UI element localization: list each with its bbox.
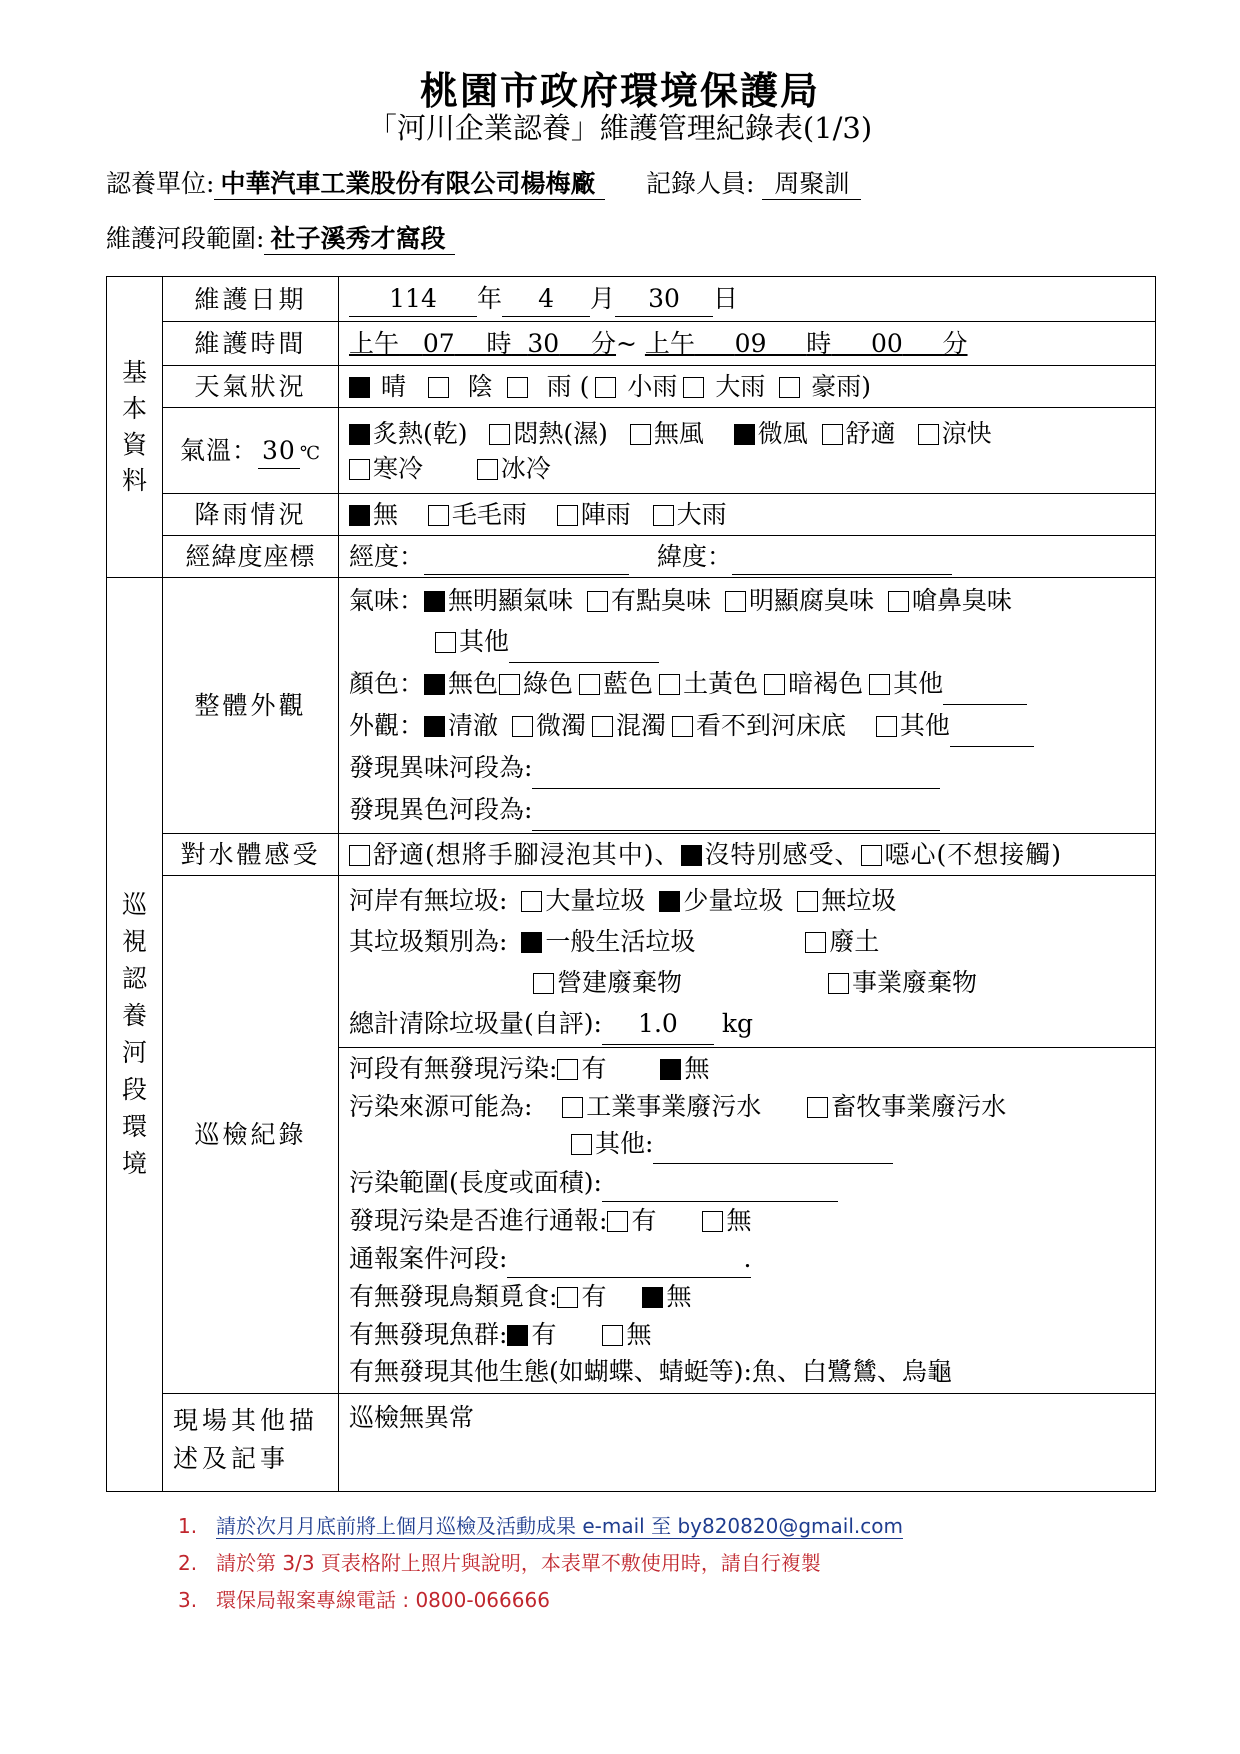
- checkbox-no-wind[interactable]: [630, 424, 651, 445]
- date-label: 維護日期: [163, 277, 339, 322]
- longitude-label: 經度：: [349, 541, 425, 571]
- page-title: 桃園市政府環境保護局: [419, 68, 820, 113]
- longitude-field[interactable]: [424, 539, 629, 575]
- recorder-row: [646, 164, 861, 200]
- coordinates-value: [339, 536, 1156, 578]
- checkbox-cold[interactable]: [349, 459, 370, 480]
- feel-temperature-options: 炙熱(乾) 悶熱(濕) 無風 微風 舒適 涼快 寒冷 冰冷: [339, 408, 1156, 494]
- day-unit: 日: [713, 284, 739, 313]
- checkbox-no-rain[interactable]: [349, 505, 370, 526]
- checkbox-comfortable[interactable]: [822, 424, 843, 445]
- month-unit: 月: [590, 284, 616, 313]
- checkbox-other-odor[interactable]: [435, 632, 456, 653]
- footnote-3: 3. 環保局報案專線電話 : 0800-066666: [178, 1588, 550, 1612]
- trash-amount-field[interactable]: 1.0: [602, 1003, 714, 1045]
- other-source-field[interactable]: [653, 1125, 893, 1164]
- pollution-range-field[interactable]: [602, 1164, 838, 1203]
- checkbox-little-trash[interactable]: [659, 891, 680, 912]
- rainfall-options: 無 毛毛雨 陣雨 大雨: [339, 494, 1156, 536]
- checkbox-soil[interactable]: [805, 932, 826, 953]
- checkbox-fish-yes[interactable]: [507, 1325, 528, 1346]
- time-label: 維護時間: [163, 322, 339, 366]
- adopter-value: 中華汽車工業股份有限公司楊梅廠: [214, 169, 605, 200]
- pollution-block: 河段有無發現污染: 有 無 污染來源可能為: 工業事業廢污水 畜牧事業廢污水 其他: 污染範圍(長度或面積): 發現污染是否進行通報: 有 無 通報案件河段: . 有無發現鳥類覓食: 有 無 有無發現魚群: 有 無 有無發現其他生態(如蝴蝶、蜻蜓等):魚、白鷺鷥、烏龜: [349, 1054, 1007, 1386]
- river-range-row: [106, 219, 455, 255]
- checkbox-turbid[interactable]: [592, 716, 613, 737]
- section-patrol: [107, 578, 163, 1492]
- checkbox-no-trash[interactable]: [797, 891, 818, 912]
- weather-options: 晴 陰 雨 ( 小雨 大雨 豪雨): [339, 366, 1156, 408]
- checkbox-freezing[interactable]: [477, 459, 498, 480]
- checkbox-no-riverbed[interactable]: [672, 716, 693, 737]
- checkbox-industrial-waste[interactable]: [828, 973, 849, 994]
- checkbox-pungent-odor[interactable]: [888, 591, 909, 612]
- temperature-label: 氣溫： 30 ℃: [163, 408, 339, 494]
- other-look-field[interactable]: [950, 705, 1034, 747]
- appearance-details: 氣味： 無明顯氣味 有點臭味 明顯腐臭味 嗆鼻臭味 其他 顏色： 無色 綠色 藍色 土黃色 暗褐色 其他 外觀： 清澈 微濁 混濁 看不到河床底 其他 發現異味河段為: 發現異色河段為:: [339, 578, 1156, 834]
- checkbox-fish-no[interactable]: [602, 1325, 623, 1346]
- odd-color-field[interactable]: [532, 789, 940, 831]
- checkbox-industrial-wastewater[interactable]: [562, 1097, 583, 1118]
- checkbox-sunny[interactable]: [349, 377, 370, 398]
- checkbox-pollution-yes[interactable]: [557, 1059, 578, 1080]
- other-notes-value[interactable]: 巡檢無異常: [339, 1393, 1156, 1491]
- section-basic-info: [107, 277, 163, 578]
- river-range-value: 社子溪秀才窩段: [264, 224, 455, 255]
- checkbox-clear[interactable]: [424, 716, 445, 737]
- rainfall-label: 降雨情況: [163, 494, 339, 536]
- checkbox-breeze[interactable]: [734, 424, 755, 445]
- date-value: [339, 277, 1156, 322]
- checkbox-household-trash[interactable]: [521, 932, 542, 953]
- time-value: [339, 322, 1156, 366]
- recorder-label: 記錄人員:: [646, 169, 755, 198]
- weather-label: 天氣狀況: [163, 366, 339, 408]
- checkbox-feel-comfortable[interactable]: [349, 845, 370, 866]
- day-field[interactable]: 30: [615, 281, 713, 317]
- checkbox-other-source[interactable]: [571, 1134, 592, 1155]
- checkbox-pollution-no[interactable]: [660, 1059, 681, 1080]
- checkbox-hot-dry[interactable]: [349, 424, 370, 445]
- recorder-value: 周聚訓: [762, 169, 861, 200]
- water-feeling-label: 對水體感受: [163, 834, 339, 876]
- odd-smell-field[interactable]: [532, 747, 940, 789]
- checkbox-light-rain[interactable]: [595, 377, 616, 398]
- checkbox-lots-trash[interactable]: [521, 891, 542, 912]
- checkbox-feel-disgust[interactable]: [861, 845, 882, 866]
- coordinates-label: 經緯度座標: [163, 536, 339, 578]
- latitude-field[interactable]: [732, 539, 952, 575]
- odd-color-label: 發現異色河段為:: [349, 795, 533, 824]
- checkbox-report-no[interactable]: [702, 1211, 723, 1232]
- checkbox-cool[interactable]: [918, 424, 939, 445]
- checkbox-rain[interactable]: [507, 377, 528, 398]
- trash-block: 河岸有無垃圾: 大量垃圾 少量垃圾 無垃圾 其垃圾類別為: 一般生活垃圾 廢土 營建廢棄物 事業廢棄物 總計清除垃圾量(自評): 1.0 kg: [339, 876, 1155, 1048]
- checkbox-feel-nothing[interactable]: [681, 845, 702, 866]
- section-basic-label: 基本資料: [121, 358, 147, 495]
- temperature-field[interactable]: 30: [258, 433, 300, 469]
- year-field[interactable]: 114: [349, 281, 477, 317]
- checkbox-heavy-rainfall[interactable]: [653, 505, 674, 526]
- time-start[interactable]: 上午 07 時 30 分: [349, 329, 617, 358]
- checkbox-birds-no[interactable]: [642, 1287, 663, 1308]
- odd-smell-label: 發現異味河段為:: [349, 753, 533, 782]
- checkbox-slightly-turbid[interactable]: [512, 716, 533, 737]
- appearance-label: 整體外觀: [163, 578, 339, 834]
- adopter-row: [106, 164, 605, 200]
- other-ecology-value[interactable]: 魚、白鷺鷥、烏龜: [751, 1357, 952, 1386]
- time-end[interactable]: 上午 09 時 00 分: [644, 329, 968, 358]
- checkbox-construction-waste[interactable]: [533, 973, 554, 994]
- checkbox-heavy-rain[interactable]: [683, 377, 704, 398]
- month-field[interactable]: 4: [502, 281, 590, 317]
- footnote-2: 2. 請於第 3/3 頁表格附上照片與說明，本表單不敷使用時，請自行複製: [178, 1551, 821, 1575]
- checkbox-no-odor[interactable]: [424, 591, 445, 612]
- checkbox-other-look[interactable]: [876, 716, 897, 737]
- checkbox-shower[interactable]: [557, 505, 578, 526]
- checkbox-storm[interactable]: [779, 377, 800, 398]
- checkbox-report-yes[interactable]: [607, 1211, 628, 1232]
- checkbox-colorless[interactable]: [424, 674, 445, 695]
- checkbox-cloudy[interactable]: [428, 377, 449, 398]
- checkbox-humid[interactable]: [489, 424, 510, 445]
- email-instruction-link[interactable]: 請於次月月底前將上個月巡檢及活動成果 e-mail 至 by820820@gmail.com: [216, 1514, 903, 1538]
- river-range-label: 維護河段範圍:: [106, 224, 265, 253]
- other-notes-label: 現場其他描述及記事: [163, 1393, 339, 1491]
- water-feeling-options: 舒適(想將手腳浸泡其中)、 沒特別感受、 噁心(不想接觸): [339, 834, 1156, 876]
- patrol-record-label: 巡檢紀錄: [163, 876, 339, 1394]
- checkbox-green[interactable]: [499, 674, 520, 695]
- case-river-field[interactable]: .: [507, 1240, 751, 1279]
- footnotes: [178, 1510, 903, 1621]
- checkbox-yellow[interactable]: [659, 674, 680, 695]
- checkbox-other-color[interactable]: [869, 674, 890, 695]
- footnote-1: 1. 請於次月月底前將上個月巡檢及活動成果 e-mail 至 by820820@gmail.com: [178, 1514, 903, 1538]
- checkbox-birds-yes[interactable]: [557, 1287, 578, 1308]
- checkbox-dark-brown[interactable]: [764, 674, 785, 695]
- year-unit: 年: [477, 284, 503, 313]
- latitude-label: 緯度：: [657, 541, 733, 571]
- section-patrol-label: 巡視認養河段環境: [121, 890, 147, 1179]
- other-color-field[interactable]: [943, 663, 1027, 705]
- checkbox-livestock-wastewater[interactable]: [807, 1097, 828, 1118]
- checkbox-rotten-odor[interactable]: [725, 591, 746, 612]
- maintenance-form-table: [106, 276, 1156, 1492]
- form-subtitle: 「河川企業認養」維護管理紀錄表(1/3): [367, 111, 873, 145]
- time-tilde: ~: [616, 329, 637, 358]
- checkbox-slight-odor[interactable]: [587, 591, 608, 612]
- other-odor-field[interactable]: [509, 621, 659, 663]
- checkbox-drizzle[interactable]: [428, 505, 449, 526]
- checkbox-blue[interactable]: [579, 674, 600, 695]
- adopter-label: 認養單位:: [106, 169, 215, 198]
- patrol-record-details: [339, 876, 1156, 1394]
